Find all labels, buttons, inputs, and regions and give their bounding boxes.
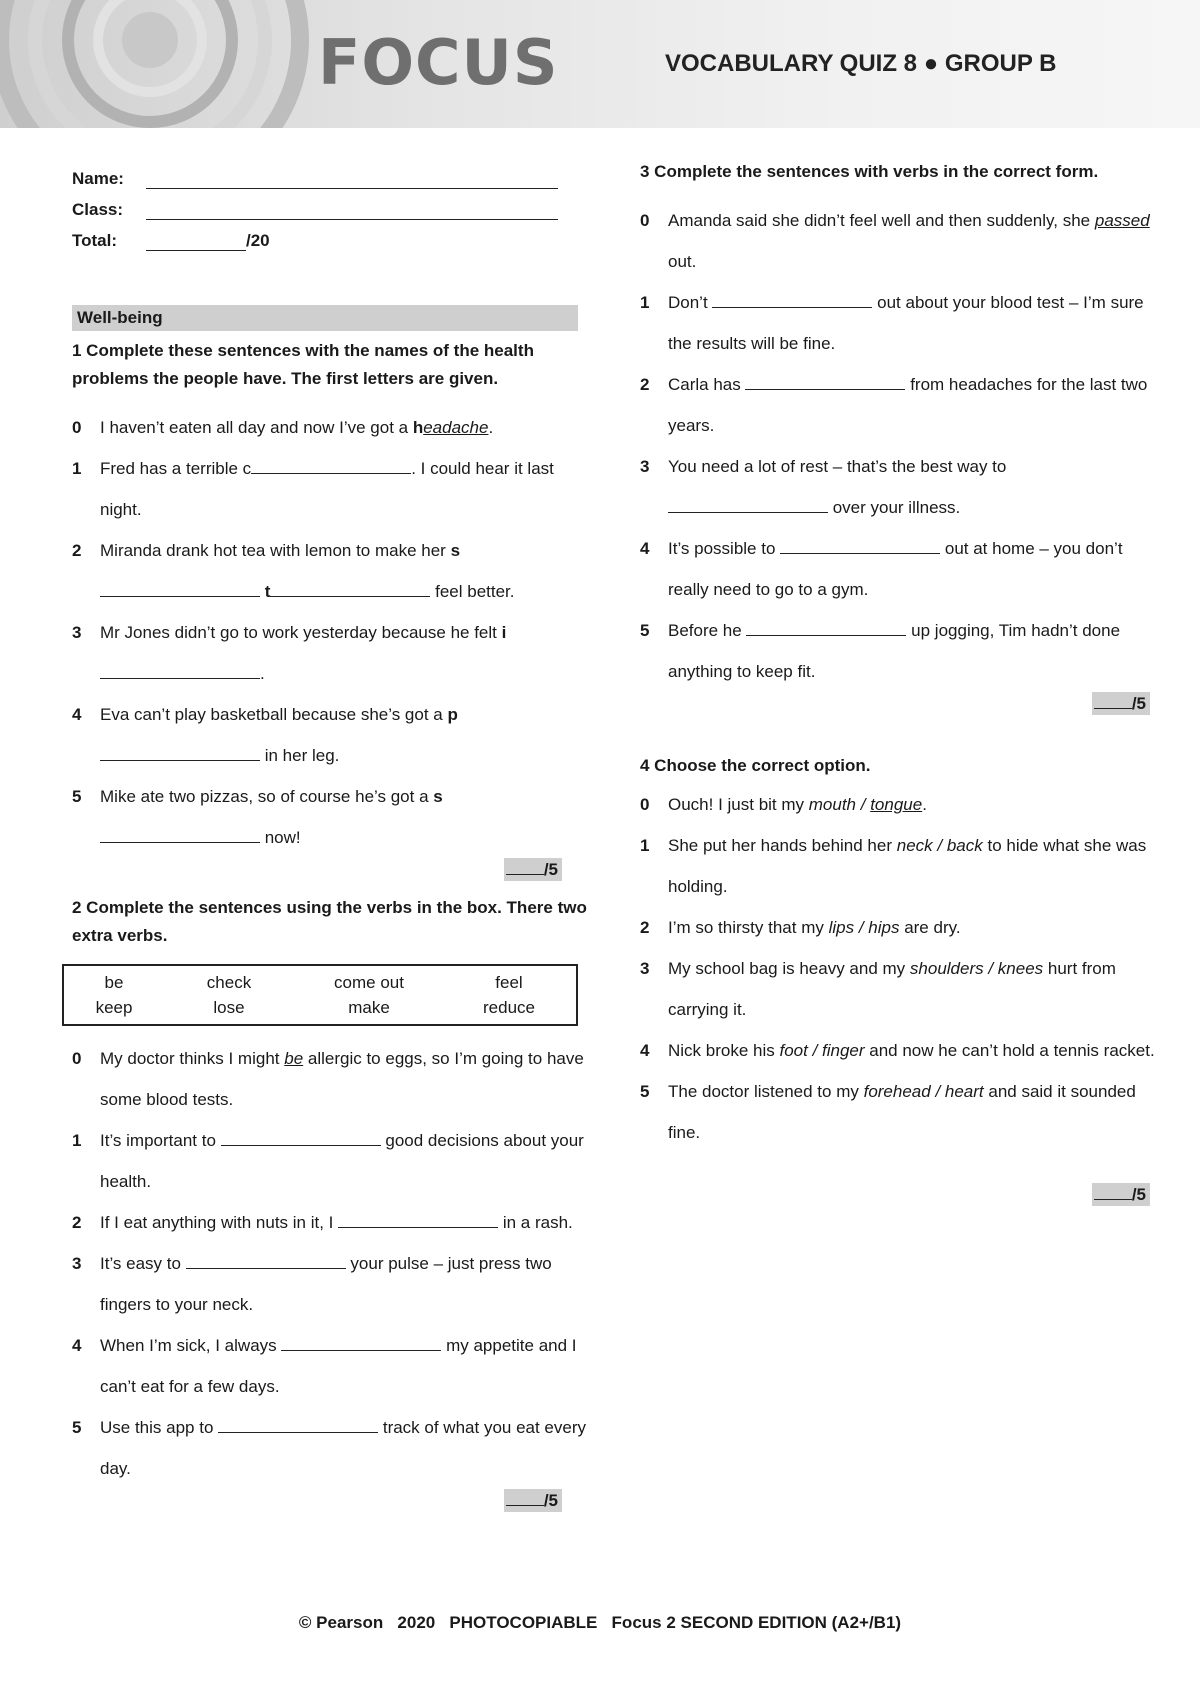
first-letter: s bbox=[450, 541, 461, 560]
right-column bbox=[640, 158, 1160, 1205]
item-text: Nick broke his bbox=[668, 1041, 780, 1060]
score-line[interactable] bbox=[1094, 1183, 1132, 1200]
item-text: My school bag is heavy and my bbox=[668, 959, 910, 978]
total-input-line[interactable] bbox=[146, 230, 246, 251]
word-box-item: reduce bbox=[483, 998, 535, 1017]
ex4-score bbox=[640, 1183, 1150, 1205]
item-number: 4 bbox=[640, 539, 650, 558]
item-text-end: and said it sounded fine. bbox=[668, 1082, 1136, 1142]
item-text-end: . bbox=[922, 795, 927, 814]
word-box-item: check bbox=[206, 973, 252, 992]
answer-blank[interactable] bbox=[745, 371, 905, 390]
item-text-end: and now he can’t hold a tennis racket. bbox=[864, 1041, 1155, 1060]
item-text: She put her hands behind her bbox=[668, 836, 897, 855]
item-number: 1 bbox=[72, 1131, 82, 1150]
ex4-item: 2 I’m so thirsty that my lips / hips are dry. bbox=[640, 907, 1160, 948]
item-text-end: allergic to eggs, so I’m going to have some blood tests. bbox=[100, 1049, 584, 1109]
first-letter: i bbox=[501, 623, 507, 642]
item-text: Before he bbox=[668, 621, 747, 640]
item-number: 1 bbox=[72, 459, 82, 478]
item-number: 0 bbox=[72, 1049, 82, 1068]
ex2-instruction: 2 Complete the sentences using the verbs in the box. There two extra verbs. bbox=[72, 898, 587, 945]
item-text-end: are dry. bbox=[899, 918, 961, 937]
ex3-instruction: 3 Complete the sentences with verbs in the correct form. bbox=[640, 162, 1099, 181]
ex1-item bbox=[72, 776, 592, 858]
total-field-row bbox=[72, 220, 592, 251]
option-b[interactable]: knees bbox=[997, 959, 1044, 978]
example-answer: be bbox=[284, 1049, 304, 1068]
item-text-end: now! bbox=[260, 828, 301, 847]
option-b[interactable]: heart bbox=[944, 1082, 984, 1101]
item-number: 3 bbox=[640, 457, 650, 476]
ex3-item bbox=[640, 528, 1160, 610]
item-text: Amanda said she didn’t feel well and then suddenly, she bbox=[668, 211, 1095, 230]
ex2-list bbox=[72, 1038, 592, 1489]
ex1-score bbox=[72, 858, 562, 880]
ex3-score bbox=[640, 692, 1150, 714]
header-banner bbox=[0, 0, 1200, 128]
item-text: Use this app to bbox=[100, 1418, 219, 1437]
ex4-item: 4 Nick broke his foot / finger and now he can’t hold a tennis racket. bbox=[640, 1030, 1160, 1071]
option-b[interactable]: hips bbox=[868, 918, 900, 937]
option-a[interactable]: foot bbox=[779, 1041, 808, 1060]
ex4-item: 5 The doctor listened to my forehead / heart and said it sounded fine. bbox=[640, 1071, 1160, 1153]
ex2-item bbox=[72, 1038, 592, 1120]
item-text: You need a lot of rest – that’s the best way to bbox=[668, 457, 1007, 476]
item-text-end: in her leg. bbox=[260, 746, 340, 765]
item-number: 5 bbox=[72, 787, 82, 806]
ex1-item bbox=[72, 530, 592, 612]
answer-blank[interactable] bbox=[218, 1414, 378, 1433]
item-text-end: your pulse – just press two fingers to your neck. bbox=[100, 1254, 552, 1314]
option-a[interactable]: lips bbox=[828, 918, 855, 937]
word-box-item: make bbox=[348, 998, 390, 1017]
item-text-end: out about your blood test – I’m sure the results will be fine. bbox=[668, 293, 1144, 353]
answer-blank[interactable] bbox=[668, 494, 828, 513]
first-letter: s bbox=[433, 787, 443, 806]
option-a[interactable]: neck bbox=[896, 836, 933, 855]
answer-blank[interactable] bbox=[270, 578, 430, 597]
item-text: If I eat anything with nuts in it, I bbox=[100, 1213, 339, 1232]
item-number: 4 bbox=[640, 1041, 650, 1060]
item-number: 4 bbox=[72, 1336, 82, 1355]
item-text-end: over your illness. bbox=[828, 498, 961, 517]
ex4-item: 0 Ouch! I just bit my mouth / tongue. bbox=[640, 784, 1160, 825]
answer-blank[interactable] bbox=[100, 578, 260, 597]
answer-blank[interactable] bbox=[712, 289, 872, 308]
item-text-end: hurt from carrying it. bbox=[668, 959, 1116, 1019]
class-field-row bbox=[72, 189, 592, 220]
item-text: Miranda drank hot tea with lemon to make her bbox=[100, 541, 451, 560]
score-line[interactable] bbox=[506, 858, 544, 875]
item-number: 1 bbox=[640, 293, 650, 312]
option-b[interactable]: finger bbox=[822, 1041, 865, 1060]
score-max: /5 bbox=[543, 1491, 558, 1510]
logo-rings-graphic bbox=[0, 0, 320, 128]
item-text: I haven’t eaten all day and now I’ve got a bbox=[100, 418, 413, 437]
answer-blank[interactable] bbox=[100, 660, 260, 679]
score-max: /5 bbox=[543, 860, 558, 879]
ex1-item bbox=[72, 612, 592, 694]
answer-blank[interactable] bbox=[186, 1250, 346, 1269]
option-a[interactable]: shoulders bbox=[909, 959, 984, 978]
item-text-end: . bbox=[488, 418, 494, 437]
ex4-item: 3 My school bag is heavy and my shoulders / knees hurt from carrying it. bbox=[640, 948, 1160, 1030]
item-number: 2 bbox=[640, 918, 650, 937]
name-label: Name: bbox=[72, 169, 124, 188]
item-number: 5 bbox=[72, 1418, 82, 1437]
ex1-item bbox=[72, 407, 592, 448]
item-number: 3 bbox=[640, 959, 650, 978]
ex4-instruction: 4 Choose the correct option. bbox=[640, 756, 871, 775]
item-number: 0 bbox=[72, 418, 82, 437]
option-a[interactable]: forehead bbox=[863, 1082, 931, 1101]
answer-blank[interactable] bbox=[251, 455, 411, 474]
item-text-end: in a rash. bbox=[498, 1213, 573, 1232]
item-number: 2 bbox=[72, 1213, 82, 1232]
item-text: Eva can’t play basketball because she’s got a bbox=[100, 705, 448, 724]
ex4-list bbox=[640, 784, 1160, 1153]
word-box-item: feel bbox=[495, 973, 523, 992]
focus-logo: FOCUS bbox=[318, 26, 559, 99]
class-input-line[interactable] bbox=[146, 199, 558, 220]
answer-blank[interactable] bbox=[100, 824, 260, 843]
quiz-title: VOCABULARY QUIZ 8 ● GROUP B bbox=[665, 50, 1057, 77]
word-box-item: lose bbox=[213, 998, 245, 1017]
item-number: 2 bbox=[72, 541, 82, 560]
item-number: 2 bbox=[640, 375, 650, 394]
item-number: 5 bbox=[640, 1082, 650, 1101]
word-box bbox=[62, 964, 578, 1026]
ex1-item bbox=[72, 694, 592, 776]
ex3-item bbox=[640, 364, 1160, 446]
class-label: Class: bbox=[72, 200, 124, 219]
example-answer: eadache bbox=[423, 418, 489, 437]
total-label: Total: bbox=[72, 231, 118, 250]
ex4-item: 1 She put her hands behind her neck / back to hide what she was holding. bbox=[640, 825, 1160, 907]
section-heading: Well-being bbox=[72, 305, 578, 331]
word-box-item: be bbox=[104, 973, 124, 992]
score-max: /5 bbox=[1131, 1185, 1146, 1204]
score-line[interactable] bbox=[1094, 692, 1132, 709]
item-number: 3 bbox=[72, 623, 82, 642]
item-text: Mike ate two pizzas, so of course he’s got a bbox=[100, 787, 434, 806]
example-answer: passed bbox=[1094, 211, 1150, 230]
answer-blank[interactable] bbox=[100, 742, 260, 761]
ex3-item bbox=[640, 610, 1160, 692]
ex1-instruction: 1 Complete these sentences with the names of the health problems the people have. The first letters are given. bbox=[72, 341, 534, 388]
answer-blank[interactable] bbox=[746, 617, 906, 636]
item-text: Mr Jones didn’t go to work yesterday because he felt bbox=[100, 623, 502, 642]
footer-copyright: © Pearson 2020 PHOTOCOPIABLE Focus 2 SECOND EDITION (A2+/B1) bbox=[298, 1613, 902, 1632]
ex3-list bbox=[640, 200, 1160, 692]
item-number: 3 bbox=[72, 1254, 82, 1273]
item-text-end: out at home – you don’t really need to go to a gym. bbox=[668, 539, 1123, 599]
first-letter: p bbox=[447, 705, 458, 724]
answer-blank[interactable] bbox=[281, 1332, 441, 1351]
ex3-item bbox=[640, 282, 1160, 364]
item-number: 5 bbox=[640, 621, 650, 640]
total-max: /20 bbox=[246, 231, 270, 250]
word-box-item: come out bbox=[334, 973, 404, 992]
item-text: I’m so thirsty that my bbox=[668, 918, 829, 937]
word-box-item: keep bbox=[95, 998, 133, 1017]
ex2-item bbox=[72, 1325, 592, 1407]
option-a[interactable]: mouth bbox=[808, 795, 857, 814]
answer-blank[interactable] bbox=[221, 1127, 381, 1146]
option-b[interactable]: back bbox=[946, 836, 983, 855]
item-text: It’s easy to bbox=[100, 1254, 186, 1273]
item-number: 0 bbox=[640, 795, 650, 814]
answer-blank[interactable] bbox=[780, 535, 940, 554]
left-column bbox=[72, 158, 592, 1511]
item-text: Don’t bbox=[668, 293, 713, 312]
item-text: When I’m sick, I always bbox=[100, 1336, 282, 1355]
name-field-row bbox=[72, 158, 592, 189]
item-text-end: to hide what she was holding. bbox=[668, 836, 1147, 896]
ex2-item bbox=[72, 1202, 592, 1243]
item-text: The doctor listened to my bbox=[668, 1082, 864, 1101]
item-text-end: out. bbox=[668, 252, 697, 271]
item-text: Fred has a terrible c bbox=[100, 459, 252, 478]
ex1-list bbox=[72, 407, 592, 858]
item-text: Ouch! I just bit my bbox=[668, 795, 809, 814]
ex2-item bbox=[72, 1407, 592, 1489]
first-letter: h bbox=[412, 418, 424, 437]
ex3-item bbox=[640, 446, 1160, 528]
item-text: It’s important to bbox=[100, 1131, 221, 1150]
item-text-end: my appetite and I can’t eat for a few days. bbox=[100, 1336, 577, 1396]
ex2-item bbox=[72, 1243, 592, 1325]
item-text-end: . I could hear it last night. bbox=[100, 459, 554, 519]
ex1-item bbox=[72, 448, 592, 530]
ex2-score bbox=[72, 1489, 562, 1511]
item-text-end: feel better. bbox=[430, 582, 515, 601]
item-text: It’s possible to bbox=[668, 539, 781, 558]
score-line[interactable] bbox=[506, 1489, 544, 1506]
name-input-line[interactable] bbox=[146, 168, 558, 189]
ex3-item bbox=[640, 200, 1160, 282]
score-max: /5 bbox=[1131, 694, 1146, 713]
item-text-end: . bbox=[260, 664, 265, 683]
item-text-end: from headaches for the last two years. bbox=[668, 375, 1148, 435]
option-b[interactable]: tongue bbox=[870, 795, 923, 814]
item-text: Carla has bbox=[668, 375, 746, 394]
item-text-end: good decisions about your health. bbox=[100, 1131, 584, 1191]
item-text-end: track of what you eat every day. bbox=[100, 1418, 587, 1478]
first-letter: t bbox=[260, 582, 271, 601]
answer-blank[interactable] bbox=[338, 1209, 498, 1228]
item-text: My doctor thinks I might bbox=[100, 1049, 285, 1068]
ex2-item bbox=[72, 1120, 592, 1202]
item-number: 1 bbox=[640, 836, 650, 855]
item-number: 4 bbox=[72, 705, 82, 724]
item-text-end: up jogging, Tim hadn’t done anything to keep fit. bbox=[668, 621, 1121, 681]
item-number: 0 bbox=[640, 211, 650, 230]
